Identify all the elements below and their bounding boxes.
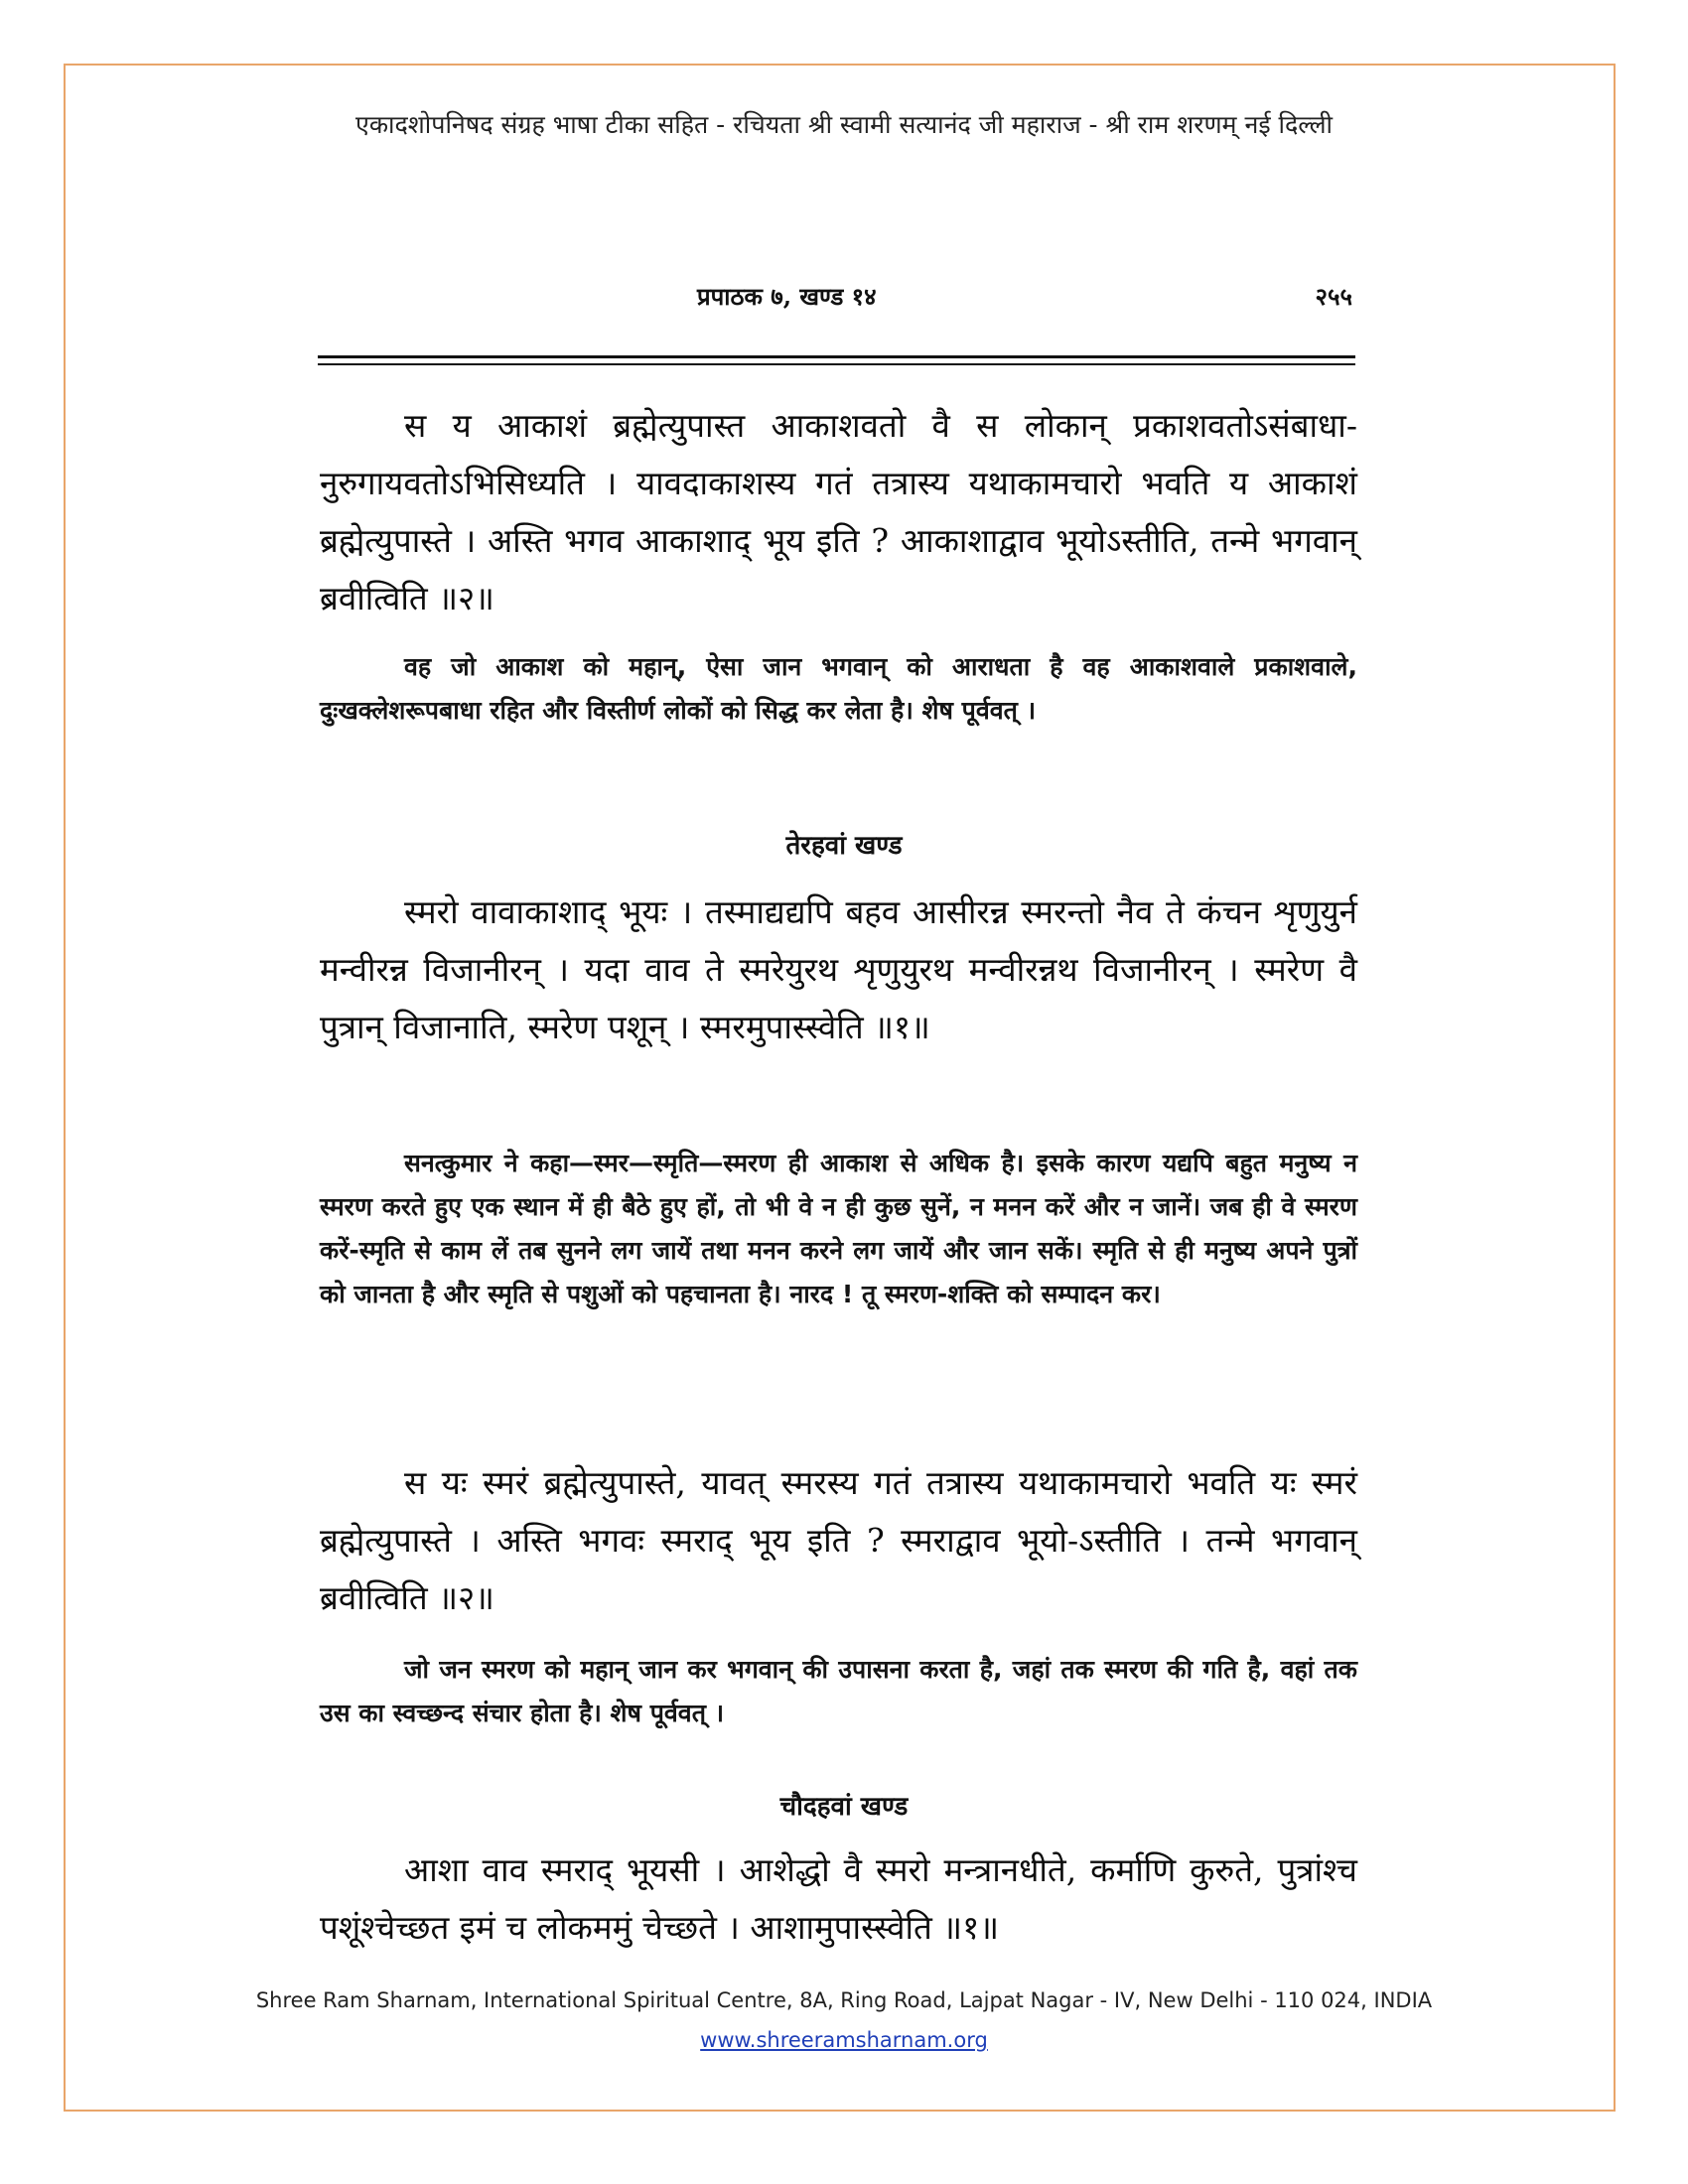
footer-website <box>0 2028 1688 2052</box>
website-link[interactable]: www.shreeramsharnam.org <box>700 2028 988 2052</box>
header-rule-thin <box>318 363 1355 365</box>
document-header-title: एकादशोपनिषद संग्रह भाषा टीका सहित - रचियता श्री स्वामी सत्यानंद जी महाराज - श्री राम शरणम् नई दिल्ली <box>355 110 1333 139</box>
sanskrit-verse-13-2: स यः स्मरं ब्रह्मेत्युपास्ते, यावत् स्मरस्य गतं तत्रास्य यथाकामचारो भवति यः स्मरं ब्रह्मेत्युपास्ते । अस्ति भगवः स्मराद् भूय इति ? स्मराद्वाव भूयो-ऽस्तीति । तन्मे भगवान् ब्रवीत्विति ॥२॥ <box>320 1463 1357 1617</box>
sanskrit-verse-14-1: आशा वाव स्मराद् भूयसी । आशेद्धो वै स्मरो मन्त्रानधीते, कर्माणि कुरुते, पुत्रांश्च पशूंश्चेच्छत इमं च लोकममुं चेच्छते । आशामुपास्स्वेति ॥१॥ <box>320 1850 1357 1947</box>
page-number: २५५ <box>1315 282 1352 311</box>
hindi-commentary-13-1: सनत्कुमार ने कहा—स्मर—स्मृति—स्मरण ही आकाश से अधिक है। इसके कारण यद्यपि बहुत मनुष्य न स्मरण करते हुए एक स्थान में ही बैठे हुए हों, तो भी वे न ही कुछ सुनें, न मनन करें और न जानें। जब ही वे स्मरण करें-स्मृति से काम लें तब सुनने लग जायें तथा मनन करने लग जायें और जान सकें। स्मृति से ही मनुष्य अपने पुत्रों को जानता है और स्मृति से पशुओं को पहचानता है। नारद ! तू स्मरण-शक्ति को सम्पादन कर। <box>320 1149 1357 1308</box>
sanskrit-verse-13-1: स्मरो वावाकाशाद् भूयः । तस्माद्यद्यपि बहव आसीरन्न स्मरन्तो नैव ते कंचन शृणुयुर्न मन्वीरन्न विजानीरन् । यदा वाव ते स्मरेयुरथ शृणुयुरथ मन्वीरन्नथ विजानीरन् । स्मरेण वै पुत्रान् विजानाति, स्मरेण पशून् । स्मरमुपास्स्वेति ॥१॥ <box>320 892 1357 1046</box>
footer-address: Shree Ram Sharnam, International Spiritual Centre, 8A, Ring Road, Lajpat Nagar - IV, New Delhi - 110 024, INDIA <box>255 1988 1433 2012</box>
hindi-commentary-13-2: जो जन स्मरण को महान् जान कर भगवान् की उपासना करता है, जहां तक स्मरण की गति है, वहां तक उस का स्वच्छन्द संचार होता है। शेष पूर्ववत् । <box>320 1655 1357 1727</box>
chapter-section-label: प्रपाठक ७, खण्ड १४ <box>697 282 877 311</box>
section-title-13: तेरहवां खण्ड <box>785 831 903 861</box>
section-title-14: चौदहवां खण्ड <box>779 1792 909 1822</box>
header-rule-thick <box>318 355 1355 358</box>
hindi-commentary-12-2: वह जो आकाश को महान्, ऐसा जान भगवान् को आराधता है वह आकाशवाले प्रकाशवाले, दुःखक्लेशरूपबाधा रहित और विस्तीर्ण लोकों को सिद्ध कर लेता है। शेष पूर्ववत् । <box>320 652 1357 725</box>
sanskrit-verse-12-2: स य आकाशं ब्रह्मेत्युपास्त आकाशवतो वै स लोकान् प्रकाशवतोऽसंबाधा-नुरुगायवतोऽभिसिध्यति । यावदाकाशस्य गतं तत्रास्य यथाकामचारो भवति य आकाशं ब्रह्मेत्युपास्ते । अस्ति भगव आकाशाद् भूय इति ? आकाशाद्वाव भूयोऽस्तीति, तन्मे भगवान् ब्रवीत्विति ॥२॥ <box>320 406 1357 617</box>
